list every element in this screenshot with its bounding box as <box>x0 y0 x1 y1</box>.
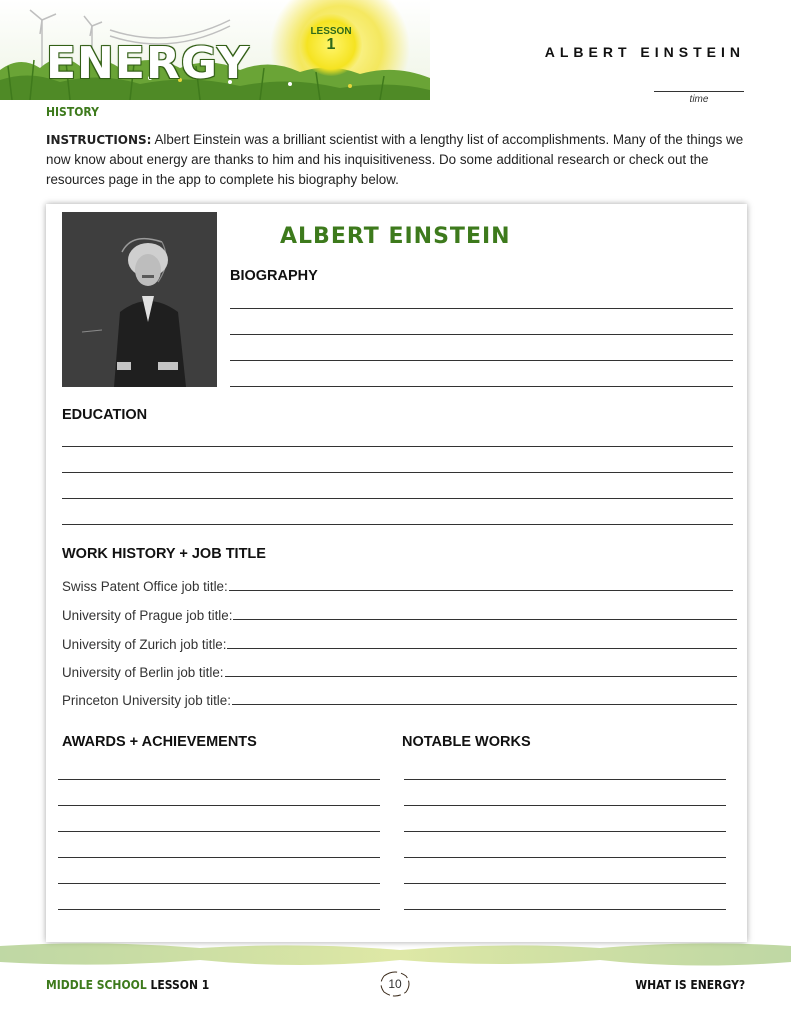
document-title: ALBERT EINSTEIN <box>544 44 745 60</box>
notable-works-line[interactable] <box>404 883 726 884</box>
job-label: Princeton University job title: <box>62 693 231 708</box>
job-row <box>62 690 737 708</box>
awards-line[interactable] <box>58 805 380 806</box>
page-number <box>378 970 412 998</box>
job-label: University of Zurich job title: <box>62 637 227 652</box>
footer-topic: WHAT IS ENERGY? <box>635 978 745 992</box>
section-label: HISTORY <box>46 105 99 119</box>
energy-logo: ENERGY <box>46 38 250 89</box>
awards-line[interactable] <box>58 831 380 832</box>
awards-line[interactable] <box>58 909 380 910</box>
lesson-badge-label: LESSON <box>310 26 352 37</box>
card-title: ALBERT EINSTEIN <box>280 224 511 249</box>
education-line[interactable] <box>62 446 733 447</box>
biography-line[interactable] <box>230 360 733 361</box>
job-title-line[interactable] <box>232 704 737 705</box>
notable-works-line[interactable] <box>404 831 726 832</box>
work-history-heading: WORK HISTORY + JOB TITLE <box>62 546 266 562</box>
time-entry-line[interactable] <box>654 91 744 92</box>
education-heading: EDUCATION <box>62 407 148 423</box>
job-title-line[interactable] <box>227 648 737 649</box>
instructions-label: INSTRUCTIONS: <box>46 133 152 147</box>
job-row <box>62 634 737 652</box>
education-line[interactable] <box>62 524 733 525</box>
instructions-text: Albert Einstein was a brilliant scientist with a lengthy list of accomplishments. Many of the things we now know about energy are thanks to him and his inquisitiveness. Do some additional research or check out the resources page in the app to complete his biography below. <box>46 132 744 187</box>
notable-works-line[interactable] <box>404 779 726 780</box>
job-row <box>62 576 733 594</box>
einstein-portrait-photo <box>62 212 217 387</box>
notable-works-heading: NOTABLE WORKS <box>402 734 531 750</box>
awards-line[interactable] <box>58 857 380 858</box>
page-number-value: 10 <box>388 977 402 991</box>
lesson-badge <box>300 14 362 76</box>
biography-line[interactable] <box>230 386 733 387</box>
footer-lesson-label: LESSON 1 <box>146 978 210 992</box>
biography-heading: BIOGRAPHY <box>230 268 318 284</box>
job-label: University of Prague job title: <box>62 608 233 623</box>
education-line[interactable] <box>62 498 733 499</box>
job-label: University of Berlin job title: <box>62 665 224 680</box>
job-label: Swiss Patent Office job title: <box>62 579 228 594</box>
job-row <box>62 662 737 680</box>
footer-level-label: MIDDLE SCHOOL <box>46 978 147 992</box>
lesson-badge-number: 1 <box>326 36 336 53</box>
education-line[interactable] <box>62 472 733 473</box>
notable-works-line[interactable] <box>404 805 726 806</box>
footer-level <box>46 978 209 992</box>
time-label: time <box>689 94 709 105</box>
job-title-line[interactable] <box>225 676 738 677</box>
awards-line[interactable] <box>58 779 380 780</box>
instructions <box>46 130 746 190</box>
notable-works-line[interactable] <box>404 857 726 858</box>
header-banner <box>0 0 430 100</box>
biography-card <box>46 204 747 942</box>
job-title-line[interactable] <box>233 619 737 620</box>
awards-line[interactable] <box>58 883 380 884</box>
job-title-line[interactable] <box>229 590 733 591</box>
biography-line[interactable] <box>230 334 733 335</box>
job-row <box>62 605 737 623</box>
notable-works-line[interactable] <box>404 909 726 910</box>
biography-line[interactable] <box>230 308 733 309</box>
awards-heading: AWARDS + ACHIEVEMENTS <box>62 734 257 750</box>
